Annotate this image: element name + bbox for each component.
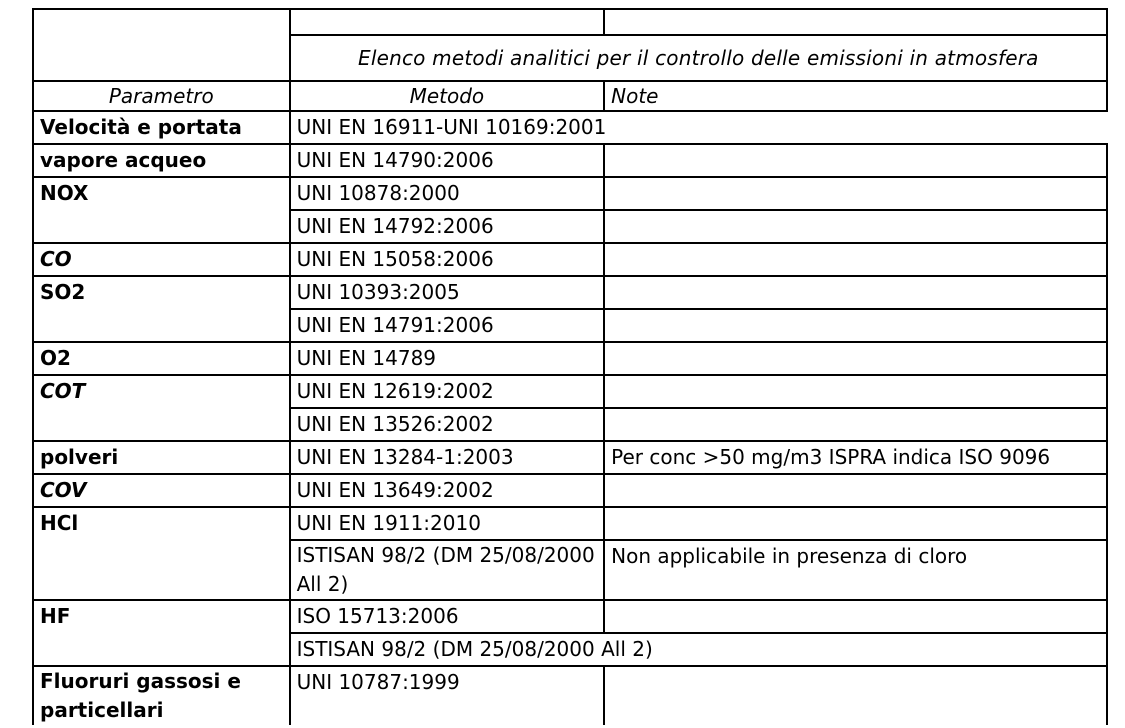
row-note	[604, 408, 1107, 441]
row-note	[604, 177, 1107, 210]
table-row	[33, 666, 1107, 725]
table-row	[33, 375, 1107, 408]
row-note	[604, 666, 1107, 725]
row-parameter: HF	[33, 600, 290, 666]
row-method: UNI EN 13649:2002	[290, 474, 605, 507]
row-parameter: COV	[33, 474, 290, 507]
row-parameter: HCl	[33, 507, 290, 600]
row-note	[604, 210, 1107, 243]
row-note	[604, 342, 1107, 375]
row-method: ISTISAN 98/2 (DM 25/08/2000 All 2)	[290, 540, 605, 600]
row-parameter: CO	[33, 243, 290, 276]
methods-table	[32, 8, 1108, 725]
row-method: UNI EN 12619:2002	[290, 375, 605, 408]
row-method: UNI 10393:2005	[290, 276, 605, 309]
row-parameter: polveri	[33, 441, 290, 474]
table-top-row	[33, 9, 1107, 35]
table-row	[33, 441, 1107, 474]
row-parameter: NOX	[33, 177, 290, 243]
row-method: UNI EN 14791:2006	[290, 309, 605, 342]
row-note: Non applicabile in presenza di cloro	[604, 540, 1107, 600]
row-method: UNI EN 15058:2006	[290, 243, 605, 276]
row-method: ISTISAN 98/2 (DM 25/08/2000 All 2)	[290, 633, 1107, 666]
table-row	[33, 243, 1107, 276]
table-row	[33, 342, 1107, 375]
row-parameter: O2	[33, 342, 290, 375]
row-method: UNI EN 13526:2002	[290, 408, 605, 441]
table-row	[33, 111, 1107, 144]
top-empty-cell-method	[290, 9, 605, 35]
row-method: UNI EN 14790:2006	[290, 144, 605, 177]
table-row	[33, 177, 1107, 210]
row-method: UNI EN 14789	[290, 342, 605, 375]
document-page	[32, 8, 1108, 728]
row-note	[604, 243, 1107, 276]
row-method: UNI 10787:1999	[290, 666, 605, 725]
row-parameter: COT	[33, 375, 290, 441]
row-note	[604, 276, 1107, 309]
row-method: UNI EN 13284-1:2003	[290, 441, 605, 474]
table-row	[33, 144, 1107, 177]
header-method: Metodo	[290, 81, 605, 111]
top-empty-cell-note	[604, 9, 1107, 35]
row-note	[604, 474, 1107, 507]
row-note: Per conc >50 mg/m3 ISPRA indica ISO 9096	[604, 441, 1107, 474]
row-parameter: Fluoruri gassosi e particellari	[33, 666, 290, 725]
header-parameter: Parametro	[33, 81, 290, 111]
header-note: Note	[604, 81, 1107, 111]
table-title: Elenco metodi analitici per il controllo delle emissioni in atmosfera	[290, 35, 1107, 81]
corner-empty-cell	[33, 9, 290, 81]
table-row	[33, 276, 1107, 309]
row-note	[604, 375, 1107, 408]
row-parameter: Velocità e portata	[33, 111, 290, 144]
table-row	[33, 474, 1107, 507]
row-note	[604, 507, 1107, 540]
row-parameter: SO2	[33, 276, 290, 342]
row-method: UNI EN 1911:2010	[290, 507, 605, 540]
row-note	[604, 600, 1107, 633]
table-row	[33, 600, 1107, 633]
row-method: UNI EN 14792:2006	[290, 210, 605, 243]
row-method: UNI 10878:2000	[290, 177, 605, 210]
row-parameter: vapore acqueo	[33, 144, 290, 177]
row-method: ISO 15713:2006	[290, 600, 605, 633]
row-note	[604, 144, 1107, 177]
row-method: UNI EN 16911-UNI 10169:2001	[290, 111, 1107, 144]
table-header-row	[33, 81, 1107, 111]
table-row	[33, 507, 1107, 540]
row-note	[604, 309, 1107, 342]
